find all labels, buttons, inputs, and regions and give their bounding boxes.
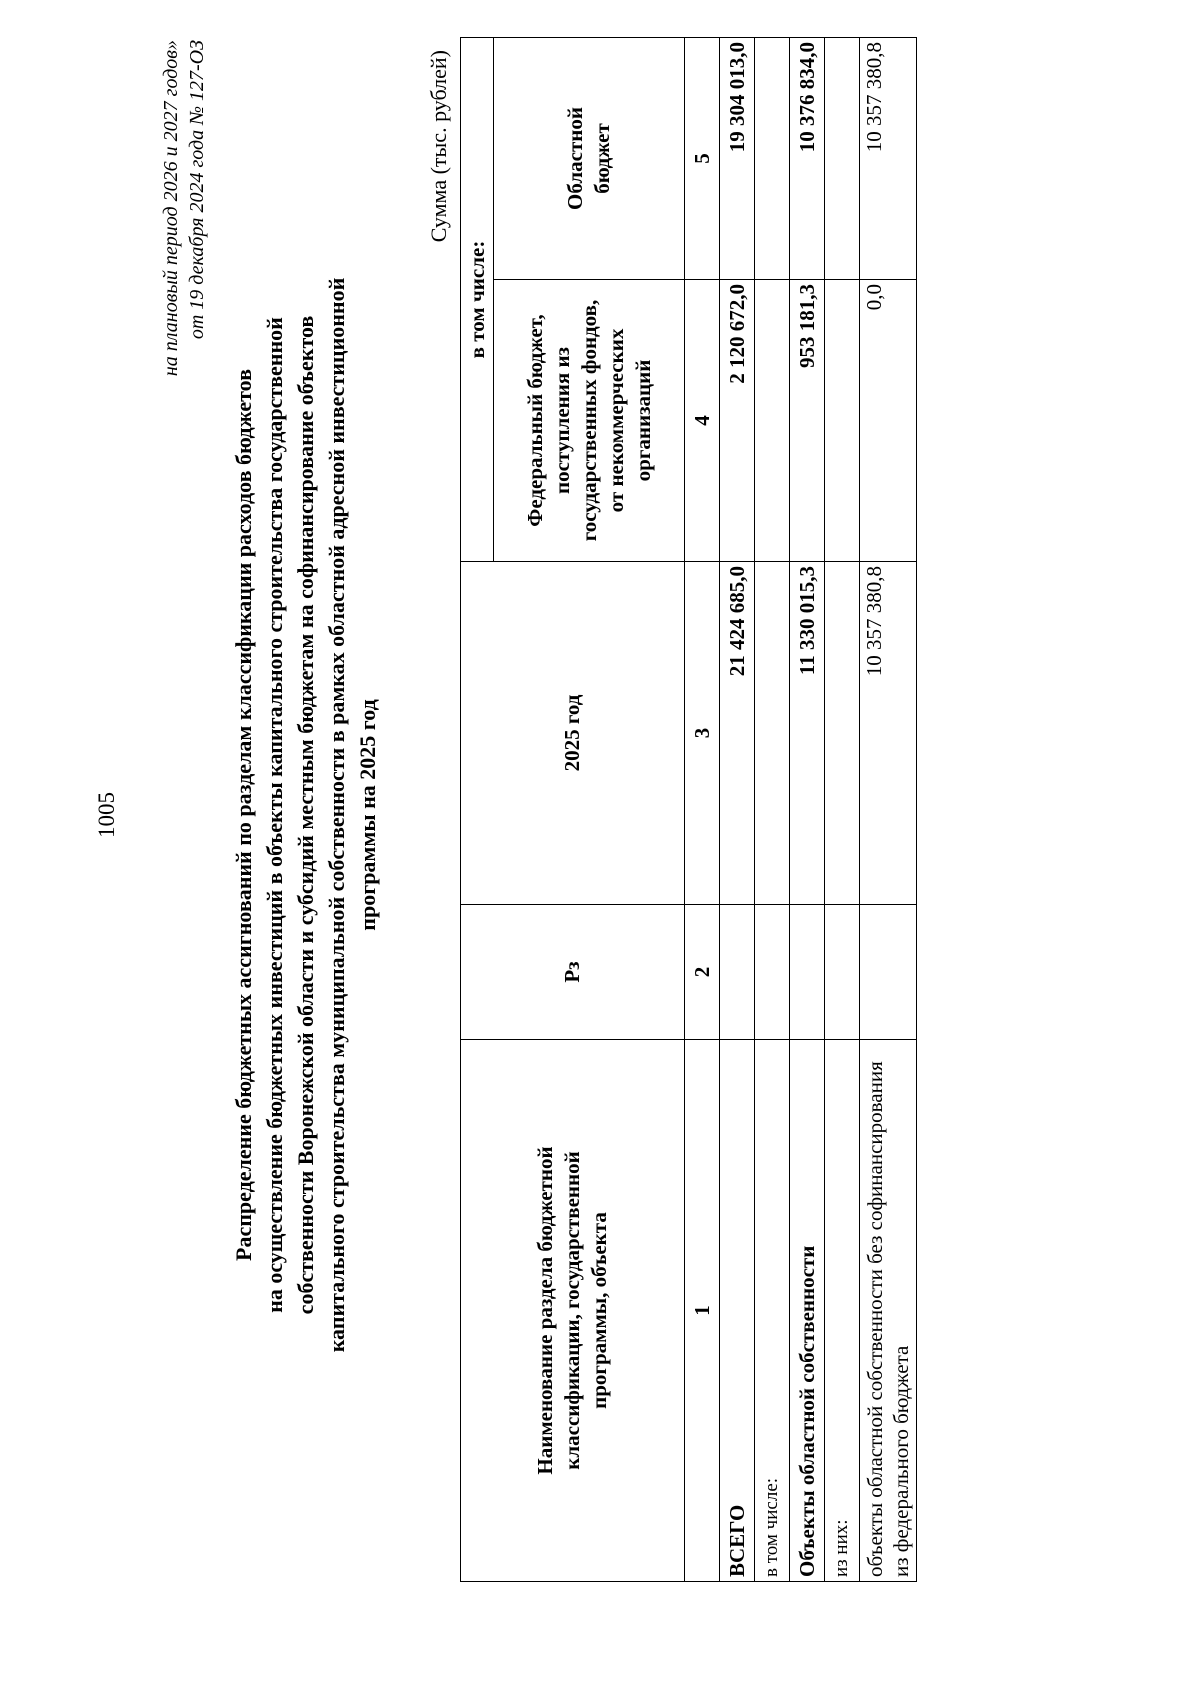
- row-federal: [755, 280, 790, 562]
- units-note: Сумма (тыс. рублей): [426, 50, 451, 243]
- row-federal: 953 181,3: [790, 280, 825, 562]
- row-federal: 2 120 672,0: [720, 280, 755, 562]
- row-year: 10 357 380,8: [860, 562, 917, 905]
- header-note-line1: на плановый период 2026 и 2027 годов»: [160, 40, 182, 377]
- col-number-3: 3: [685, 562, 720, 905]
- row-year: [755, 562, 790, 905]
- header-year: 2025 год: [461, 562, 685, 905]
- document-title: [228, 110, 383, 1520]
- rotated-document-page: [68, 40, 1113, 1590]
- row-rz: [790, 905, 825, 1040]
- title-line2: на осуществление бюджетных инвестиций в объекты капитального строительства государственной: [262, 317, 287, 1313]
- row-regional: 19 304 013,0: [720, 38, 755, 280]
- title-line5: программы на 2025 год: [355, 699, 380, 931]
- row-regional: 10 357 380,8: [860, 38, 917, 280]
- row-regional: 10 376 834,0: [790, 38, 825, 280]
- header-including: в том числе:: [461, 38, 494, 562]
- row-name: в том числе:: [755, 1040, 790, 1582]
- title-line1: Распределение бюджетных ассигнований по разделам классификации расходов бюджетов: [231, 369, 256, 1261]
- row-name: Объекты областной собственности: [790, 1040, 825, 1582]
- page-number: 1005: [94, 792, 119, 838]
- row-name: ВСЕГО: [720, 1040, 755, 1582]
- table-row-total: [720, 38, 755, 1582]
- table-row-of-them: [825, 38, 860, 1582]
- row-regional: [755, 38, 790, 280]
- row-year: [825, 562, 860, 905]
- table-row-including: [755, 38, 790, 1582]
- header-federal: Федеральный бюджет, поступления из государственных фондов, от некоммерческих организаций: [494, 280, 685, 562]
- header-rz: Рз: [461, 905, 685, 1040]
- row-rz: [825, 905, 860, 1040]
- header-row-1: [461, 38, 494, 1582]
- row-rz: [720, 905, 755, 1040]
- budget-table: [460, 37, 917, 1582]
- col-number-2: 2: [685, 905, 720, 1040]
- header-note-line2: от 19 декабря 2024 года № 127-ОЗ: [186, 40, 208, 340]
- row-rz: [860, 905, 917, 1040]
- col-number-4: 4: [685, 280, 720, 562]
- row-federal: [825, 280, 860, 562]
- row-rz: [755, 905, 790, 1040]
- row-name: объекты областной собственности без софинансирования из федерального бюджета: [860, 1040, 917, 1582]
- col-number-1: 1: [685, 1040, 720, 1582]
- table-row-regional-objects: [790, 38, 825, 1582]
- row-year: 11 330 015,3: [790, 562, 825, 905]
- column-numbers-row: [685, 38, 720, 1582]
- row-name: из них:: [825, 1040, 860, 1582]
- header-name: Наименование раздела бюджетной классификации, государственной программы, объекта: [461, 1040, 685, 1582]
- header-note: [158, 40, 210, 840]
- row-federal: 0,0: [860, 280, 917, 562]
- title-line4: капитального строительства муниципальной собственности в рамках областной адресной инвестиционной: [324, 277, 349, 1353]
- header-regional: Областной бюджет: [494, 38, 685, 280]
- row-regional: [825, 38, 860, 280]
- table-row-no-cofinancing: [860, 38, 917, 1582]
- title-line3: собственности Воронежской области и субсидий местным бюджетам на софинансирование объектов: [293, 315, 318, 1315]
- col-number-5: 5: [685, 38, 720, 280]
- row-year: 21 424 685,0: [720, 562, 755, 905]
